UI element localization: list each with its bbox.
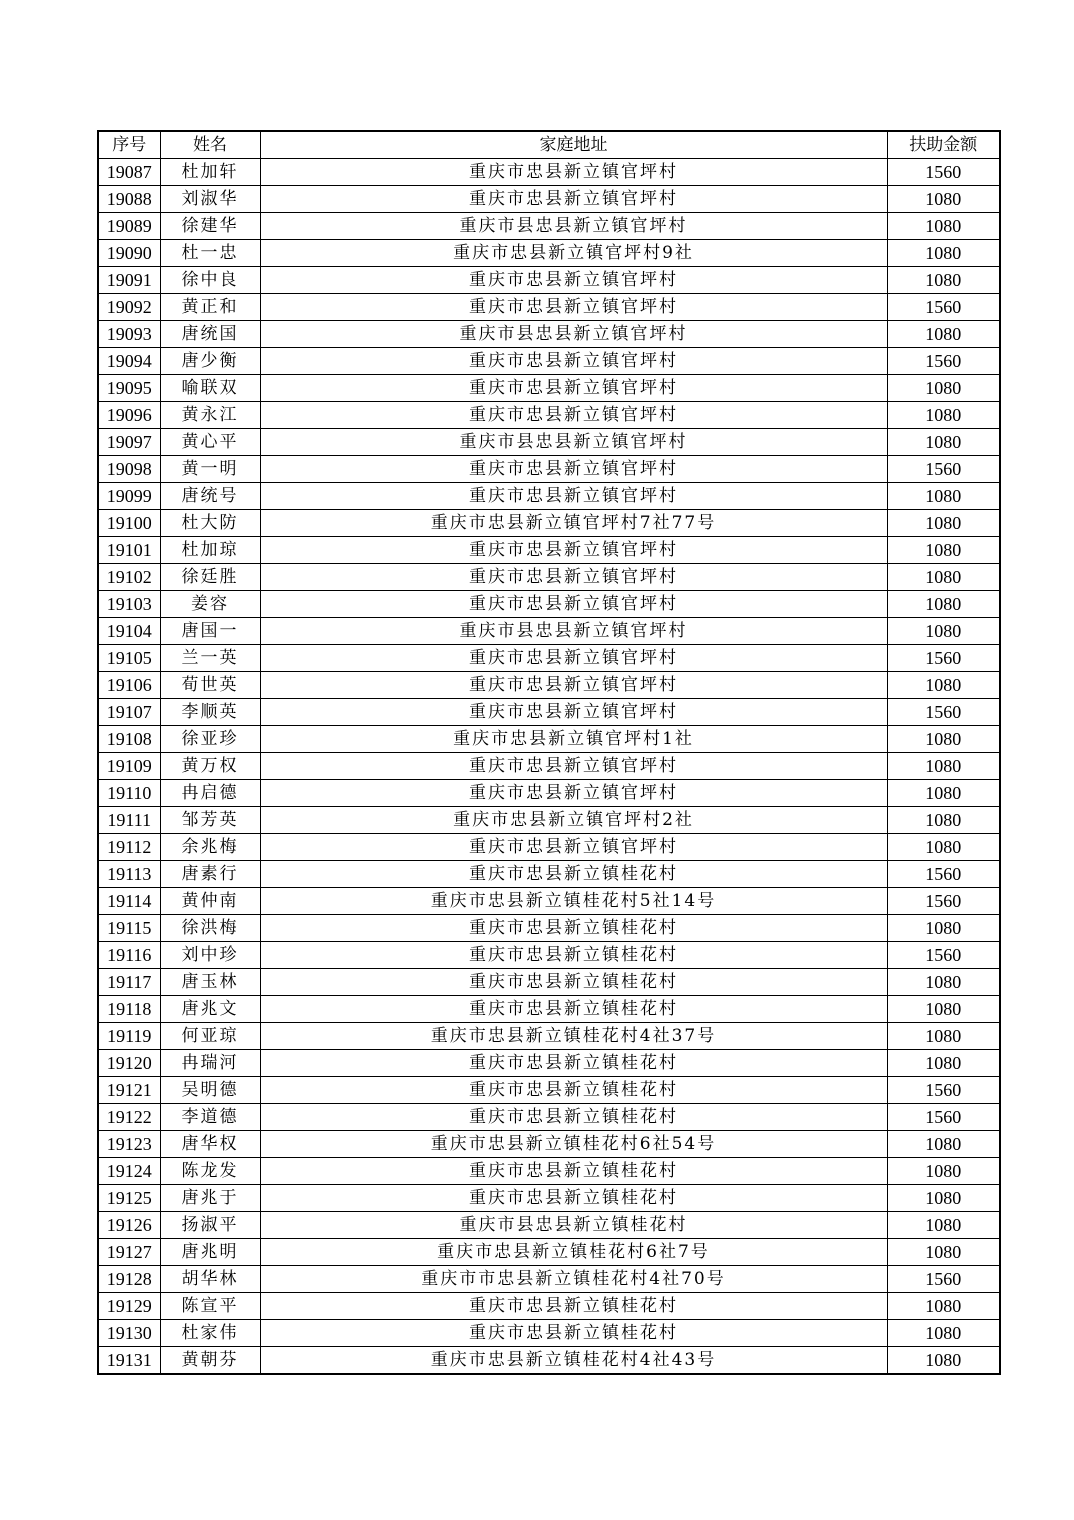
table-row	[98, 186, 1000, 213]
cell-address: 重庆市忠县新立镇桂花村5社14号	[260, 888, 887, 915]
cell-address: 重庆市忠县新立镇官坪村	[260, 672, 887, 699]
table-row	[98, 699, 1000, 726]
cell-amount: 1560	[887, 645, 1000, 672]
cell-address: 重庆市忠县新立镇官坪村	[260, 375, 887, 402]
cell-amount: 1080	[887, 564, 1000, 591]
cell-seq: 19117	[98, 969, 160, 996]
table-row	[98, 1050, 1000, 1077]
cell-address: 重庆市忠县新立镇官坪村	[260, 267, 887, 294]
cell-address: 重庆市忠县新立镇官坪村7社77号	[260, 510, 887, 537]
cell-amount: 1080	[887, 1023, 1000, 1050]
cell-name: 唐国一	[160, 618, 260, 645]
cell-name: 徐洪梅	[160, 915, 260, 942]
cell-amount: 1080	[887, 510, 1000, 537]
cell-name: 唐兆明	[160, 1239, 260, 1266]
cell-address: 重庆市忠县新立镇官坪村	[260, 780, 887, 807]
cell-name: 陈宣平	[160, 1293, 260, 1320]
cell-name: 徐建华	[160, 213, 260, 240]
cell-amount: 1560	[887, 942, 1000, 969]
cell-seq: 19091	[98, 267, 160, 294]
table-row	[98, 213, 1000, 240]
table-row	[98, 915, 1000, 942]
cell-address: 重庆市忠县新立镇桂花村	[260, 1104, 887, 1131]
cell-seq: 19118	[98, 996, 160, 1023]
cell-amount: 1080	[887, 537, 1000, 564]
cell-seq: 19095	[98, 375, 160, 402]
cell-seq: 19103	[98, 591, 160, 618]
cell-amount: 1080	[887, 1131, 1000, 1158]
table-row	[98, 591, 1000, 618]
cell-amount: 1080	[887, 753, 1000, 780]
cell-name: 黄永江	[160, 402, 260, 429]
cell-address: 重庆市忠县新立镇官坪村	[260, 402, 887, 429]
table-row	[98, 861, 1000, 888]
cell-name: 唐少衡	[160, 348, 260, 375]
cell-name: 唐统号	[160, 483, 260, 510]
cell-address: 重庆市忠县新立镇官坪村	[260, 645, 887, 672]
cell-amount: 1080	[887, 915, 1000, 942]
table-row	[98, 645, 1000, 672]
table-row	[98, 888, 1000, 915]
cell-address: 重庆市忠县新立镇官坪村	[260, 348, 887, 375]
cell-address: 重庆市忠县新立镇桂花村4社37号	[260, 1023, 887, 1050]
table-body	[98, 159, 1000, 1375]
cell-name: 胡华林	[160, 1266, 260, 1293]
cell-amount: 1080	[887, 402, 1000, 429]
cell-address: 重庆市忠县新立镇官坪村	[260, 537, 887, 564]
table-row	[98, 1104, 1000, 1131]
table-row	[98, 456, 1000, 483]
table-row	[98, 753, 1000, 780]
cell-name: 何亚琼	[160, 1023, 260, 1050]
cell-name: 荀世英	[160, 672, 260, 699]
table-row	[98, 1347, 1000, 1375]
cell-name: 唐华权	[160, 1131, 260, 1158]
cell-address: 重庆市忠县新立镇官坪村	[260, 699, 887, 726]
cell-seq: 19093	[98, 321, 160, 348]
cell-name: 喻联双	[160, 375, 260, 402]
cell-seq: 19119	[98, 1023, 160, 1050]
table-row	[98, 834, 1000, 861]
cell-seq: 19090	[98, 240, 160, 267]
cell-name: 李顺英	[160, 699, 260, 726]
cell-amount: 1080	[887, 834, 1000, 861]
cell-name: 唐素行	[160, 861, 260, 888]
cell-seq: 19125	[98, 1185, 160, 1212]
cell-name: 唐兆文	[160, 996, 260, 1023]
cell-amount: 1080	[887, 780, 1000, 807]
cell-amount: 1080	[887, 1320, 1000, 1347]
cell-seq: 19087	[98, 159, 160, 186]
cell-amount: 1080	[887, 618, 1000, 645]
cell-name: 唐统国	[160, 321, 260, 348]
table-row	[98, 996, 1000, 1023]
cell-name: 唐兆于	[160, 1185, 260, 1212]
table-row	[98, 1239, 1000, 1266]
table-row	[98, 726, 1000, 753]
table-row	[98, 1320, 1000, 1347]
cell-amount: 1080	[887, 1347, 1000, 1375]
table-row	[98, 1185, 1000, 1212]
table-row	[98, 267, 1000, 294]
cell-name: 刘淑华	[160, 186, 260, 213]
cell-address: 重庆市忠县新立镇桂花村	[260, 942, 887, 969]
cell-name: 冉启德	[160, 780, 260, 807]
cell-seq: 19116	[98, 942, 160, 969]
table-row	[98, 1266, 1000, 1293]
cell-amount: 1560	[887, 456, 1000, 483]
cell-seq: 19088	[98, 186, 160, 213]
cell-address: 重庆市忠县新立镇官坪村	[260, 753, 887, 780]
cell-seq: 19124	[98, 1158, 160, 1185]
cell-seq: 19096	[98, 402, 160, 429]
table-row	[98, 294, 1000, 321]
cell-seq: 19120	[98, 1050, 160, 1077]
cell-amount: 1080	[887, 969, 1000, 996]
cell-address: 重庆市县忠县新立镇桂花村	[260, 1212, 887, 1239]
cell-seq: 19127	[98, 1239, 160, 1266]
table-row	[98, 348, 1000, 375]
cell-address: 重庆市忠县新立镇桂花村	[260, 1185, 887, 1212]
cell-seq: 19100	[98, 510, 160, 537]
cell-seq: 19114	[98, 888, 160, 915]
table-row	[98, 402, 1000, 429]
cell-name: 余兆梅	[160, 834, 260, 861]
cell-name: 吴明德	[160, 1077, 260, 1104]
cell-seq: 19107	[98, 699, 160, 726]
cell-seq: 19104	[98, 618, 160, 645]
cell-name: 冉瑞河	[160, 1050, 260, 1077]
cell-address: 重庆市市忠县新立镇桂花村4社70号	[260, 1266, 887, 1293]
table-row	[98, 564, 1000, 591]
cell-address: 重庆市忠县新立镇桂花村	[260, 915, 887, 942]
cell-amount: 1080	[887, 429, 1000, 456]
cell-amount: 1080	[887, 267, 1000, 294]
cell-name: 黄心平	[160, 429, 260, 456]
cell-seq: 19113	[98, 861, 160, 888]
table-row	[98, 159, 1000, 186]
cell-name: 黄朝芬	[160, 1347, 260, 1375]
cell-address: 重庆市忠县新立镇桂花村	[260, 996, 887, 1023]
table-row	[98, 807, 1000, 834]
cell-amount: 1080	[887, 726, 1000, 753]
cell-amount: 1560	[887, 348, 1000, 375]
cell-name: 刘中珍	[160, 942, 260, 969]
cell-seq: 19131	[98, 1347, 160, 1375]
cell-address: 重庆市忠县新立镇官坪村	[260, 834, 887, 861]
table-row	[98, 969, 1000, 996]
cell-address: 重庆市忠县新立镇桂花村	[260, 1293, 887, 1320]
table-row	[98, 375, 1000, 402]
cell-name: 杜家伟	[160, 1320, 260, 1347]
table-row	[98, 672, 1000, 699]
table-row	[98, 942, 1000, 969]
cell-address: 重庆市忠县新立镇桂花村	[260, 861, 887, 888]
cell-address: 重庆市忠县新立镇官坪村1社	[260, 726, 887, 753]
cell-address: 重庆市忠县新立镇官坪村	[260, 456, 887, 483]
cell-seq: 19108	[98, 726, 160, 753]
cell-name: 兰一英	[160, 645, 260, 672]
cell-address: 重庆市忠县新立镇桂花村6社7号	[260, 1239, 887, 1266]
cell-amount: 1560	[887, 1077, 1000, 1104]
cell-amount: 1080	[887, 1158, 1000, 1185]
cell-amount: 1080	[887, 1293, 1000, 1320]
cell-name: 黄一明	[160, 456, 260, 483]
cell-seq: 19099	[98, 483, 160, 510]
cell-name: 扬淑平	[160, 1212, 260, 1239]
cell-amount: 1080	[887, 1185, 1000, 1212]
cell-address: 重庆市县忠县新立镇官坪村	[260, 213, 887, 240]
cell-amount: 1080	[887, 672, 1000, 699]
cell-seq: 19123	[98, 1131, 160, 1158]
table-row	[98, 429, 1000, 456]
cell-amount: 1560	[887, 1104, 1000, 1131]
header-row	[98, 131, 1000, 159]
table-row	[98, 618, 1000, 645]
cell-address: 重庆市县忠县新立镇官坪村	[260, 429, 887, 456]
cell-name: 姜容	[160, 591, 260, 618]
cell-address: 重庆市忠县新立镇桂花村	[260, 1050, 887, 1077]
table-row	[98, 483, 1000, 510]
cell-address: 重庆市忠县新立镇官坪村9社	[260, 240, 887, 267]
cell-seq: 19122	[98, 1104, 160, 1131]
cell-name: 邹芳英	[160, 807, 260, 834]
cell-address: 重庆市忠县新立镇官坪村	[260, 186, 887, 213]
table-row	[98, 537, 1000, 564]
cell-seq: 19130	[98, 1320, 160, 1347]
cell-name: 黄仲南	[160, 888, 260, 915]
table-row	[98, 1077, 1000, 1104]
cell-amount: 1080	[887, 1050, 1000, 1077]
header-amount: 扶助金额	[887, 131, 1000, 159]
table-row	[98, 1293, 1000, 1320]
cell-seq: 19112	[98, 834, 160, 861]
header-name: 姓名	[160, 131, 260, 159]
assistance-table	[97, 130, 1001, 1375]
cell-amount: 1560	[887, 294, 1000, 321]
cell-name: 杜加琼	[160, 537, 260, 564]
cell-address: 重庆市忠县新立镇官坪村	[260, 564, 887, 591]
cell-seq: 19097	[98, 429, 160, 456]
table-row	[98, 1023, 1000, 1050]
cell-name: 徐亚珍	[160, 726, 260, 753]
cell-seq: 19109	[98, 753, 160, 780]
cell-name: 徐廷胜	[160, 564, 260, 591]
cell-address: 重庆市忠县新立镇官坪村	[260, 159, 887, 186]
cell-seq: 19102	[98, 564, 160, 591]
table-row	[98, 1131, 1000, 1158]
table-header	[98, 131, 1000, 159]
cell-amount: 1080	[887, 591, 1000, 618]
cell-amount: 1560	[887, 699, 1000, 726]
cell-name: 杜一忠	[160, 240, 260, 267]
cell-seq: 19126	[98, 1212, 160, 1239]
cell-seq: 19121	[98, 1077, 160, 1104]
cell-amount: 1080	[887, 240, 1000, 267]
cell-name: 陈龙发	[160, 1158, 260, 1185]
cell-address: 重庆市忠县新立镇官坪村	[260, 591, 887, 618]
cell-seq: 19089	[98, 213, 160, 240]
cell-name: 唐玉林	[160, 969, 260, 996]
cell-seq: 19129	[98, 1293, 160, 1320]
cell-seq: 19115	[98, 915, 160, 942]
cell-name: 徐中良	[160, 267, 260, 294]
cell-amount: 1080	[887, 375, 1000, 402]
table-row	[98, 240, 1000, 267]
cell-amount: 1560	[887, 861, 1000, 888]
cell-seq: 19092	[98, 294, 160, 321]
cell-address: 重庆市忠县新立镇官坪村	[260, 294, 887, 321]
cell-amount: 1080	[887, 807, 1000, 834]
cell-seq: 19106	[98, 672, 160, 699]
cell-address: 重庆市忠县新立镇桂花村4社43号	[260, 1347, 887, 1375]
cell-amount: 1560	[887, 1266, 1000, 1293]
cell-address: 重庆市忠县新立镇桂花村	[260, 969, 887, 996]
cell-seq: 19094	[98, 348, 160, 375]
cell-name: 杜加轩	[160, 159, 260, 186]
cell-address: 重庆市忠县新立镇桂花村	[260, 1158, 887, 1185]
table-row	[98, 780, 1000, 807]
cell-seq: 19098	[98, 456, 160, 483]
header-address: 家庭地址	[260, 131, 887, 159]
cell-address: 重庆市忠县新立镇桂花村6社54号	[260, 1131, 887, 1158]
cell-name: 黄正和	[160, 294, 260, 321]
table-row	[98, 1212, 1000, 1239]
cell-name: 黄万权	[160, 753, 260, 780]
cell-address: 重庆市忠县新立镇官坪村	[260, 483, 887, 510]
cell-amount: 1560	[887, 888, 1000, 915]
cell-seq: 19101	[98, 537, 160, 564]
cell-amount: 1080	[887, 483, 1000, 510]
cell-amount: 1560	[887, 159, 1000, 186]
cell-address: 重庆市忠县新立镇桂花村	[260, 1077, 887, 1104]
cell-name: 李道德	[160, 1104, 260, 1131]
cell-address: 重庆市县忠县新立镇官坪村	[260, 618, 887, 645]
cell-seq: 19110	[98, 780, 160, 807]
table-row	[98, 321, 1000, 348]
cell-amount: 1080	[887, 1239, 1000, 1266]
table-row	[98, 510, 1000, 537]
cell-amount: 1080	[887, 321, 1000, 348]
cell-address: 重庆市县忠县新立镇官坪村	[260, 321, 887, 348]
cell-name: 杜大防	[160, 510, 260, 537]
cell-seq: 19111	[98, 807, 160, 834]
cell-address: 重庆市忠县新立镇官坪村2社	[260, 807, 887, 834]
cell-seq: 19128	[98, 1266, 160, 1293]
cell-amount: 1080	[887, 213, 1000, 240]
table-row	[98, 1158, 1000, 1185]
cell-amount: 1080	[887, 186, 1000, 213]
cell-seq: 19105	[98, 645, 160, 672]
cell-address: 重庆市忠县新立镇桂花村	[260, 1320, 887, 1347]
cell-amount: 1080	[887, 1212, 1000, 1239]
cell-amount: 1080	[887, 996, 1000, 1023]
header-seq: 序号	[98, 131, 160, 159]
